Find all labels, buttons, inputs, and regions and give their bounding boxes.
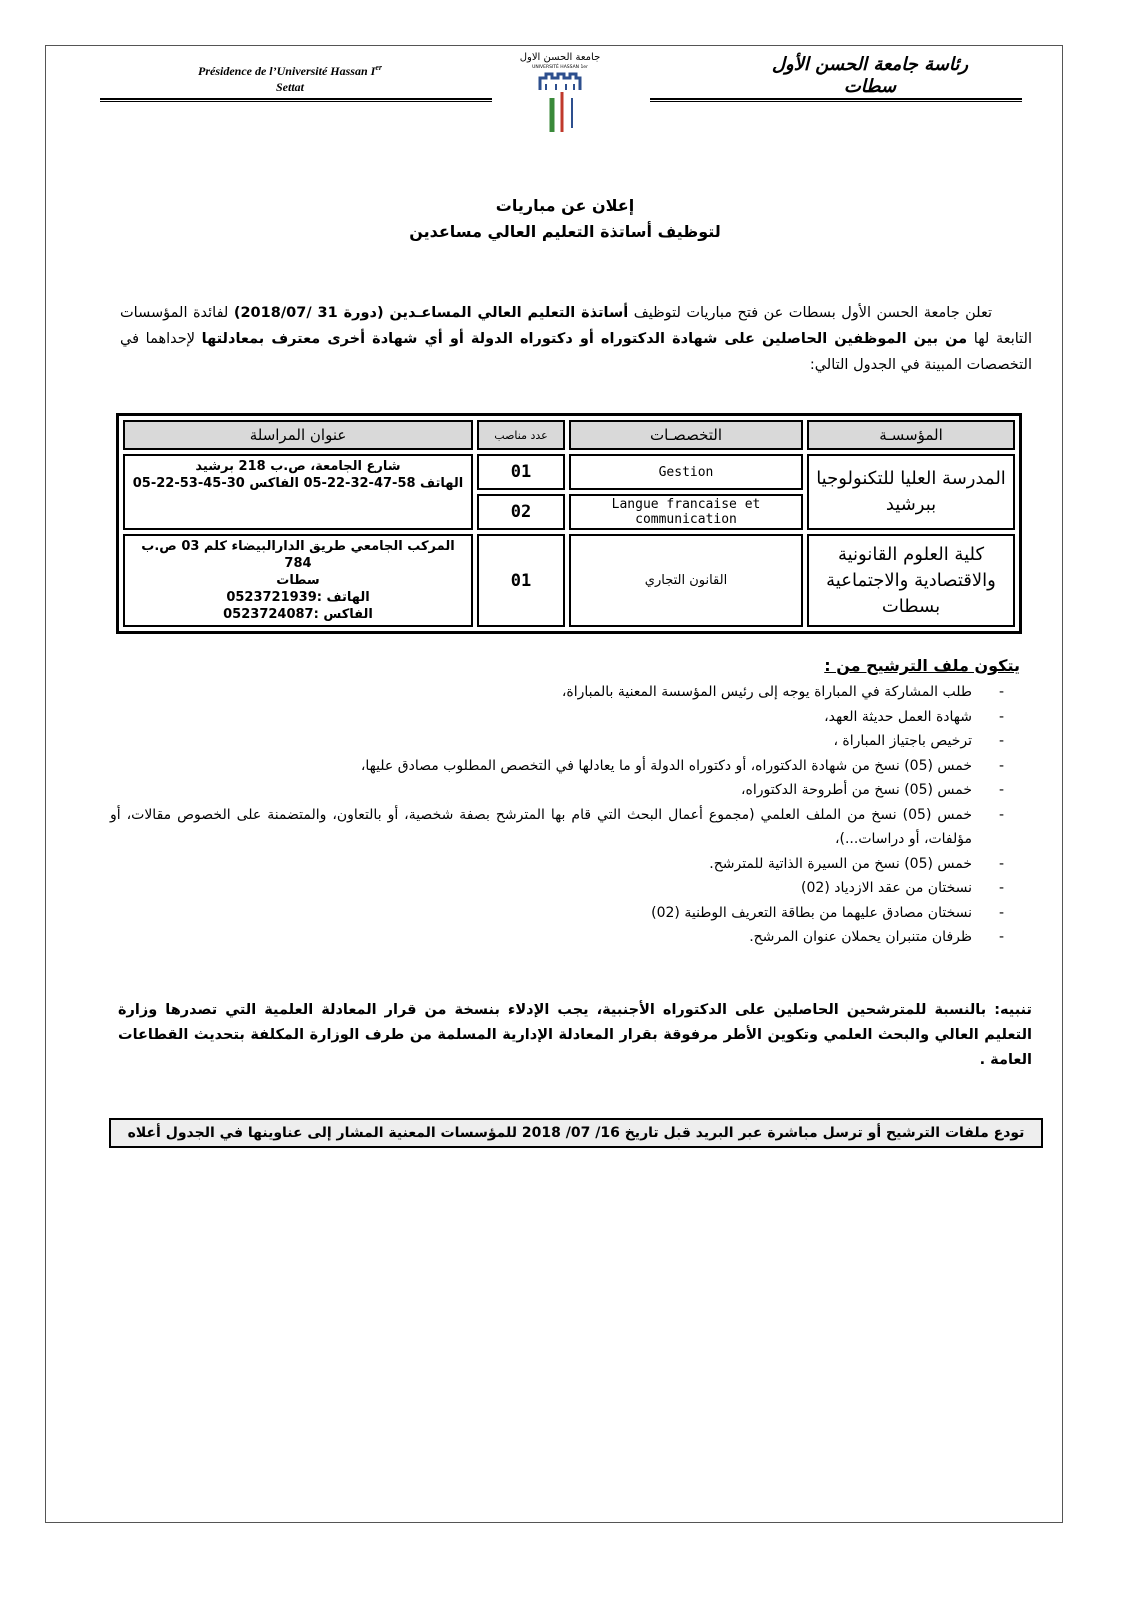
header-ar-line1: رئاسة جامعة الحسن الأول	[771, 54, 969, 75]
dash: -	[998, 684, 1004, 700]
list-item-text: خمس (05) نسخ من أطروحة الدكتوراه،	[741, 782, 972, 798]
list-item	[110, 876, 1010, 901]
cell-institution: كلية العلوم القانونية والاقتصادية والاجتماعية بسطات	[807, 534, 1015, 627]
table-header-row	[123, 420, 1015, 450]
address-line: سطات	[276, 573, 320, 588]
dash: -	[998, 757, 1004, 774]
list-item-text: نسختان مصادق عليهما من بطاقة التعريف الوطنية (02)	[651, 904, 972, 921]
logo-latin-text: UNIVERSITÉ HASSAN 1er	[532, 65, 588, 70]
header-ar-line2: سطات	[843, 76, 897, 97]
university-logo	[510, 48, 610, 134]
address-line: شارع الجامعة، ص.ب 218 برشيد	[195, 459, 401, 474]
announcement-title: إعلان عن مباريات	[495, 196, 635, 215]
intro-part1: تعلن جامعة الحسن الأول بسطات عن فتح مباريات لتوظيف	[633, 305, 992, 321]
announcement-subtitle: لتوظيف أساتذة التعليم العالي مساعدين	[409, 222, 721, 241]
list-item-text: خمس (05) نسخ من شهادة الدكتوراه، أو دكتوراه الدولة أو ما يعادلها في التخصص المطلوب مصادق عليها،	[360, 757, 972, 774]
intro-part4: من بين الموظفين الحاصلين على شهادة الدكتوراه أو دكتوراه الدولة أو أي شهادة أخرى معترف بمعادلتها	[201, 331, 968, 347]
list-item-text: نسختان من عقد الازدياد (02)	[801, 880, 972, 896]
intro-part2: أساتذة التعليم العالي المساعـدين (دورة 31 /2018/07)	[233, 305, 629, 321]
dash: -	[998, 904, 1004, 921]
dash: -	[998, 855, 1004, 872]
dash: -	[998, 929, 1004, 945]
university-logo-icon	[510, 48, 610, 134]
th-positions: عدد مناصب	[477, 420, 565, 450]
th-specialties: التخصصـات	[569, 420, 803, 450]
list-item-text: خمس (05) نسخ من الملف العلمي (مجموع أعمال البحث التي قام بها المترشح بصفة شخصية، أو بالتعاون، والمتضمنة على الخصوص مقالات، أو مؤلفات، أو دراسات...)،	[110, 806, 972, 847]
notice-paragraph: تنبيه: بالنسبة للمترشحين الحاصلين على الدكتوراه الأجنبية، يجب الإدلاء بنسخة من قرار المعادلة العلمية التي تصدرها وزارة التعليم العالي والبحث العلمي وتكوين الأطر مرفوقة بقرار المعادلة الإدارية المسلمة من طرف الوزارة المكلفة بتحديث القطاعات العامة .	[118, 1002, 1032, 1068]
list-item	[110, 925, 1010, 950]
list-item-text: خمس (05) نسخ من السيرة الذاتية للمترشح.	[709, 855, 972, 872]
intro-part5: لإحداهما في التخصصات المبينة في الجدول التالي:	[120, 331, 1032, 373]
cell-positions: 01	[477, 454, 565, 490]
positions-table	[116, 413, 1022, 634]
header-french	[140, 60, 440, 95]
intro-part3: لفائدة المؤسسات التابعة لها	[120, 305, 1032, 347]
address-line: الفاكس :0523724087	[223, 607, 373, 622]
requirements-list	[110, 680, 1010, 950]
list-item-text: طلب المشاركة في المباراة يوجه إلى رئيس المؤسسة المعنية بالمباراة،	[561, 684, 972, 700]
dash: -	[998, 880, 1004, 896]
header-arabic	[740, 54, 1000, 98]
list-item	[110, 680, 1010, 705]
cell-institution: المدرسة العليا للتكنولوجيا ببرشيد	[807, 454, 1015, 530]
th-institution: المؤسسـة	[807, 420, 1015, 450]
th-address: عنوان المراسلة	[123, 420, 473, 450]
table-row	[123, 534, 1015, 627]
list-item	[110, 901, 1010, 926]
cell-positions: 01	[477, 534, 565, 627]
header-fr-line2: Settat	[275, 80, 304, 94]
list-item	[110, 778, 1010, 803]
address-line: الهاتف 58-47-32-22-05 الفاكس 30-45-53-22-05	[132, 476, 464, 491]
dossier-title: يتكون ملف الترشيح من :	[824, 656, 1020, 675]
dash: -	[998, 733, 1004, 749]
cell-address	[123, 534, 473, 627]
header-fr-sup: er	[375, 63, 382, 72]
dash: -	[998, 806, 1004, 823]
header-rule-right	[650, 98, 1022, 102]
address-line: الهاتف :0523721939	[226, 590, 370, 605]
address-line: المركب الجامعي طريق الدارالبيضاء كلم 03 ص.ب 784	[141, 539, 455, 571]
logo-arabic-text: جامعة الحسن الاول	[519, 52, 601, 63]
cell-address	[123, 454, 473, 530]
deadline-box: تودع ملفات الترشيح أو ترسل مباشرة عبر البريد قبل تاريخ 16/ 07/ 2018 للمؤسسات المعنية المشار إلى عناوينها في الجدول أعلاه	[109, 1118, 1043, 1148]
list-item	[110, 803, 1010, 852]
list-item-text: ترخيص باجتياز المباراة ،	[833, 733, 972, 749]
dash: -	[998, 782, 1004, 798]
list-item	[110, 754, 1010, 779]
cell-positions: 02	[477, 494, 565, 530]
intro-paragraph	[120, 300, 1032, 378]
list-item	[110, 705, 1010, 730]
list-item-text: ظرفان متنبران يحملان عنوان المرشح.	[749, 929, 972, 945]
list-item-text: شهادة العمل حديثة العهد،	[824, 708, 972, 725]
dash: -	[998, 708, 1004, 725]
cell-specialty: Langue francaise et communication	[569, 494, 803, 530]
header-fr-line1: Présidence de l’Université Hassan I	[198, 64, 376, 78]
cell-specialty: القانون التجاري	[569, 534, 803, 627]
list-item	[110, 729, 1010, 754]
list-item	[110, 852, 1010, 877]
cell-specialty: Gestion	[569, 454, 803, 490]
table-row	[123, 454, 1015, 490]
header-rule-left	[100, 98, 492, 102]
